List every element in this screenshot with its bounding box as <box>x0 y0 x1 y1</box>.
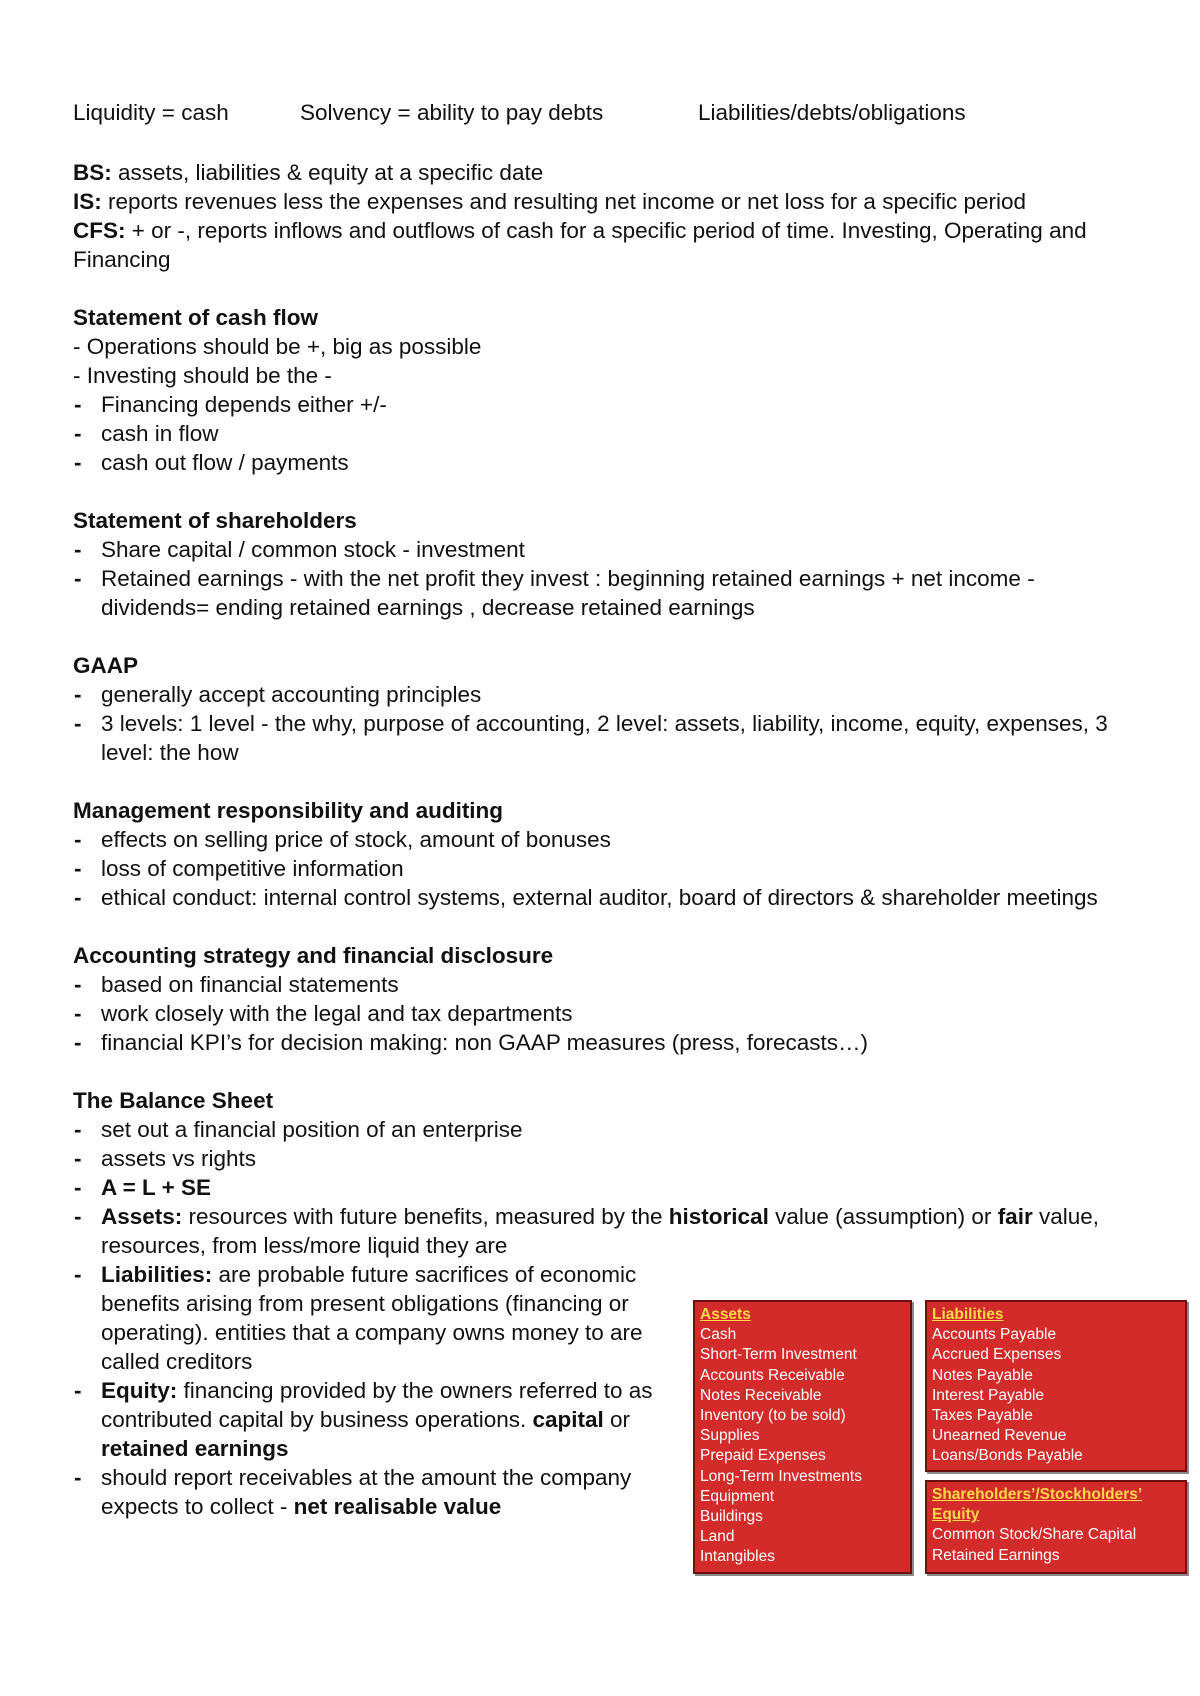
assets-item: Land <box>700 1528 735 1546</box>
list-item: - based on financial statements <box>73 970 1133 999</box>
list-item: - work closely with the legal and tax departments <box>73 999 1133 1028</box>
strategy-list <box>73 970 1133 1057</box>
section-management <box>73 796 1133 912</box>
liabilities-item: Accounts Payable <box>932 1326 1057 1344</box>
liabilities-title: Liabilities <box>932 1306 1004 1323</box>
liabilities-item: Notes Payable <box>932 1366 1033 1384</box>
list-item: - financial KPI’s for decision making: non GAAP measures (press, forecasts…) <box>73 1028 1133 1057</box>
liquidity-def: Liquidity = cash <box>73 100 229 125</box>
assets-item: Supplies <box>700 1427 760 1445</box>
assets-item: Long-Term Investments <box>700 1467 862 1485</box>
assets-box <box>693 1300 912 1574</box>
liabilities-item: Taxes Payable <box>932 1407 1033 1425</box>
assets-item: Notes Receivable <box>700 1386 822 1404</box>
liabilities-item: Accrued Expenses <box>932 1346 1062 1364</box>
assets-item: Buildings <box>700 1508 763 1526</box>
list-item: - Financing depends either +/- <box>73 390 1133 419</box>
cash-flow-line-2: - Investing should be the - <box>73 363 332 388</box>
list-item: - effects on selling price of stock, amount of bonuses <box>73 825 1133 854</box>
assets-item: Equipment <box>700 1487 775 1505</box>
list-item-equity: - Equity: financing provided by the owners referred to as contributed capital by business operations. capital or retained earnings <box>73 1376 701 1463</box>
assets-title: Assets <box>700 1306 751 1323</box>
assets-item: Intangibles <box>700 1548 775 1566</box>
section-gaap <box>73 651 1133 767</box>
is-definition: IS: reports revenues less the expenses and resulting net income or net loss for a specific period <box>73 189 1027 214</box>
gaap-heading: GAAP <box>73 653 139 678</box>
list-item: - ethical conduct: internal control systems, external auditor, board of directors & shareholder meetings <box>73 883 1133 912</box>
list-item: - generally accept accounting principles <box>73 680 1133 709</box>
list-item: - cash out flow / payments <box>73 448 1133 477</box>
liabilities-box <box>925 1300 1187 1472</box>
section-strategy <box>73 941 1133 1057</box>
equity-title: Shareholders’/Stockholders’ Equity <box>932 1486 1143 1524</box>
shareholders-heading: Statement of shareholders <box>73 508 357 533</box>
list-item: - Retained earnings - with the net profit they invest : beginning retained earnings + net income - dividends= ending retained earnings , decrease retained earnings <box>73 564 1133 622</box>
list-item: - A = L + SE <box>73 1173 1133 1202</box>
list-item: - Share capital / common stock - investment <box>73 535 1133 564</box>
section-shareholders <box>73 506 1133 622</box>
cash-flow-list <box>73 390 1133 477</box>
list-item-assets: - Assets: resources with future benefits, measured by the historical value (assumption) or fair value, resources, from less/more liquid they are <box>73 1202 1133 1260</box>
balance-sheet-graphic <box>693 1300 1187 1574</box>
section-cash-flow <box>73 303 1133 477</box>
cash-flow-line-1: - Operations should be +, big as possible <box>73 334 482 359</box>
liabilities-item: Unearned Revenue <box>932 1427 1067 1445</box>
assets-item: Short-Term Investment <box>700 1346 857 1364</box>
list-item: - set out a financial position of an enterprise <box>73 1115 1133 1144</box>
balance-sheet-heading: The Balance Sheet <box>73 1088 274 1113</box>
assets-item: Cash <box>700 1326 737 1344</box>
shareholders-list <box>73 535 1133 622</box>
equity-item: Retained Earnings <box>932 1546 1060 1564</box>
assets-item: Prepaid Expenses <box>700 1447 826 1465</box>
list-item: - cash in flow <box>73 419 1133 448</box>
list-item: - assets vs rights <box>73 1144 1133 1173</box>
assets-item: Accounts Receivable <box>700 1366 845 1384</box>
list-item-receivables: - should report receivables at the amount the company expects to collect - net realisable value <box>73 1463 701 1521</box>
cfs-definition: CFS: + or -, reports inflows and outflows of cash for a specific period of time. Investing, Operating and Financing <box>73 218 1087 272</box>
gaap-list <box>73 680 1133 767</box>
equity-item: Common Stock/Share Capital <box>932 1526 1137 1544</box>
cash-flow-heading: Statement of cash flow <box>73 305 319 330</box>
list-item-liabilities: - Liabilities: are probable future sacrifices of economic benefits arising from present obligations (financing or operating). entities that a company owns money to are called creditors <box>73 1260 701 1376</box>
strategy-heading: Accounting strategy and financial disclosure <box>73 943 554 968</box>
list-item: - loss of competitive information <box>73 854 1133 883</box>
management-heading: Management responsibility and auditing <box>73 798 504 823</box>
equity-box <box>925 1480 1187 1574</box>
assets-item: Inventory (to be sold) <box>700 1407 846 1425</box>
list-item: - 3 levels: 1 level - the why, purpose of accounting, 2 level: assets, liability, income, equity, expenses, 3 level: the how <box>73 709 1133 767</box>
liabilities-item: Loans/Bonds Payable <box>932 1447 1083 1465</box>
management-list <box>73 825 1133 912</box>
definitions-line <box>73 98 1133 127</box>
bs-definition: BS: assets, liabilities & equity at a specific date <box>73 160 544 185</box>
liabilities-item: Interest Payable <box>932 1386 1045 1404</box>
solvency-def: Solvency = ability to pay debts <box>300 100 604 125</box>
liabilities-def: Liabilities/debts/obligations <box>698 100 966 125</box>
